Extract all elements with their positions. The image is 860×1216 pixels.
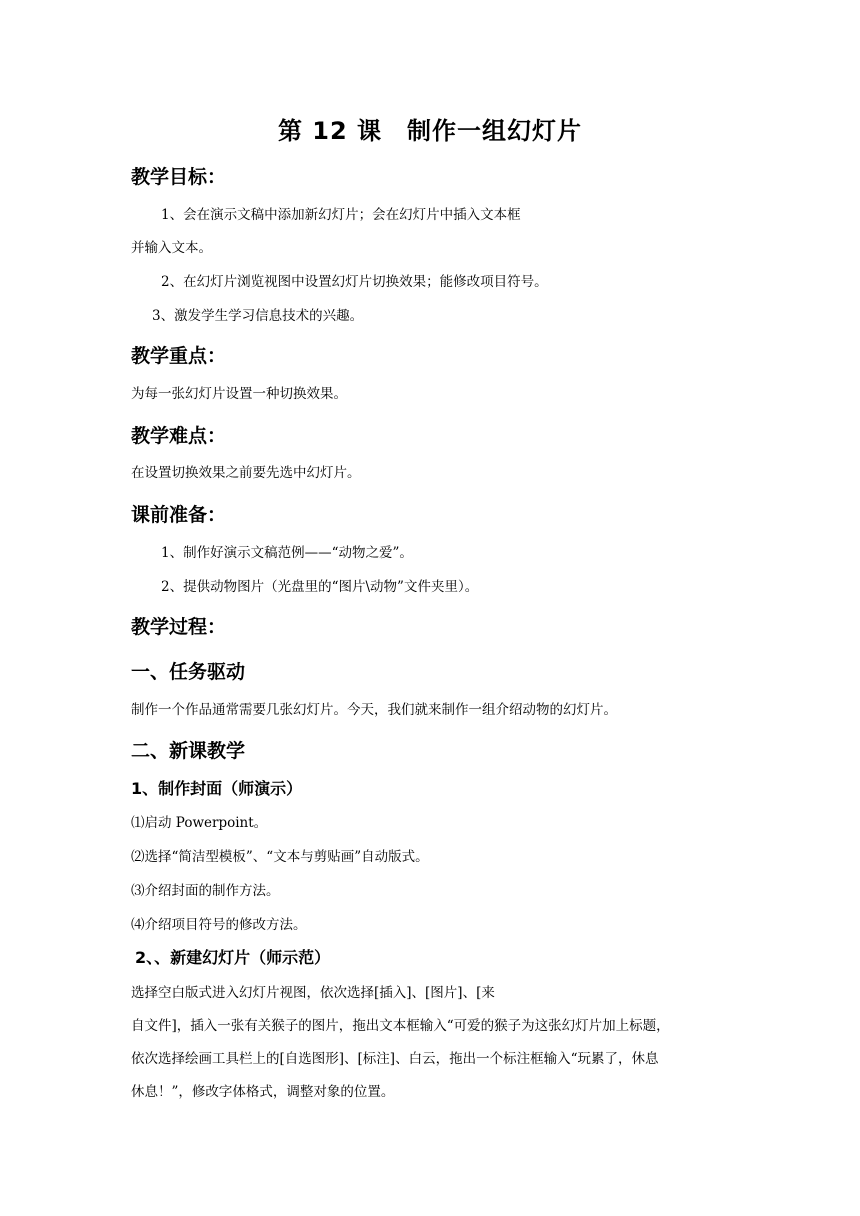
section-1-heading: 一、任务驱动 <box>131 661 246 683</box>
sub-1-step: ⑶介绍封面的制作方法。 <box>131 883 280 899</box>
section-2-heading: 二、新课教学 <box>131 740 246 762</box>
difficulty-text: 在设置切换效果之前要先选中幻灯片。 <box>131 465 361 481</box>
goals-heading: 教学目标： <box>131 166 227 188</box>
prep-item-2: 2、提供动物图片（光盘里的“图片\动物”文件夹里）。 <box>161 579 479 595</box>
sub-2-line: 休息！”，修改字体格式，调整对象的位置。 <box>131 1084 395 1100</box>
prep-item-1: 1、制作好演示文稿范例——“动物之爱”。 <box>161 545 413 561</box>
sub-1-step: ⑴启动 Powerpoint。 <box>131 815 268 831</box>
lesson-title: 第 12 课 制作一组幻灯片 <box>277 117 583 145</box>
sub-2-line: 选择空白版式进入幻灯片视图，依次选择[插入]、[图片]、[来 <box>131 985 495 1001</box>
process-heading: 教学过程： <box>131 616 227 638</box>
focus-text: 为每一张幻灯片设置一种切换效果。 <box>131 386 347 402</box>
section-1-text: 制作一个作品通常需要几张幻灯片。今天，我们就来制作一组介绍动物的幻灯片。 <box>131 702 617 718</box>
goal-item-1-line-1: 1、会在演示文稿中添加新幻灯片；会在幻灯片中插入文本框 <box>161 207 521 223</box>
goal-item-2: 2、在幻灯片浏览视图中设置幻灯片切换效果；能修改项目符号。 <box>161 274 548 290</box>
focus-heading: 教学重点： <box>131 345 227 367</box>
sub-1-heading: 1、制作封面（师演示） <box>131 779 303 798</box>
goal-item-3: 3、激发学生学习信息技术的兴趣。 <box>152 308 364 324</box>
difficulty-heading: 教学难点： <box>131 425 227 447</box>
prep-heading: 课前准备： <box>131 504 227 526</box>
sub-1-step: ⑷介绍项目符号的修改方法。 <box>131 917 307 933</box>
sub-1-step: ⑵选择“简洁型模板”、“文本与剪贴画”自动版式。 <box>131 849 429 865</box>
goal-item-1-line-2: 并输入文本。 <box>131 240 212 256</box>
sub-2-line: 依次选择绘画工具栏上的[自选图形]、[标注]、白云，拖出一个标注框输入“玩累了，休息 <box>131 1051 659 1067</box>
sub-2-line: 自文件]，插入一张有关猴子的图片，拖出文本框输入“可爱的猴子为这张幻灯片加上标题， <box>131 1018 670 1034</box>
sub-2-heading: 2、、新建幻灯片（师示范） <box>135 948 331 967</box>
